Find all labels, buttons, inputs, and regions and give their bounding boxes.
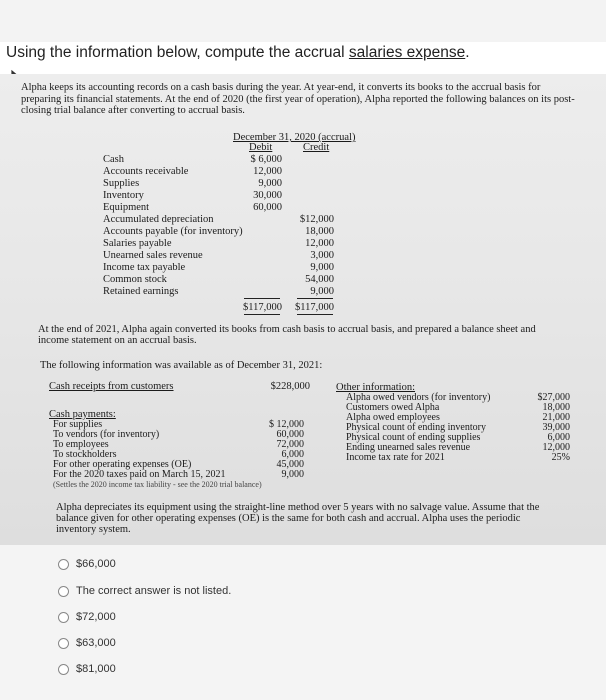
tb-credit: 3,000	[310, 250, 334, 261]
tb-account: Retained earnings	[103, 286, 179, 297]
other-info-label-item: Alpha owed employees	[346, 412, 440, 423]
debit-total-rule	[244, 298, 280, 299]
payment-label: For supplies	[53, 419, 103, 430]
trial-balance-header: December 31, 2020 (accrual)	[233, 132, 356, 143]
radio-button-icon[interactable]	[58, 638, 69, 649]
tb-account: Cash	[103, 154, 124, 165]
other-info-label-item: Physical count of ending inventory	[346, 422, 486, 433]
tb-account: Supplies	[103, 178, 140, 189]
other-info-value: 12,000	[542, 442, 570, 453]
tb-total-debit: $117,000	[243, 302, 282, 313]
other-info-label: Other information:	[336, 382, 416, 393]
answer-option[interactable]	[58, 607, 116, 627]
other-info-label-item: Customers owed Alpha	[346, 402, 440, 413]
payment-label: To employees	[53, 439, 109, 450]
payment-value: 72,000	[276, 439, 304, 450]
paragraph-available-info: The following information was available as of December 31, 2021:	[40, 360, 323, 371]
answer-label: $81,000	[76, 663, 116, 675]
radio-button-icon[interactable]	[58, 664, 69, 675]
other-info-label-item: Alpha owed vendors (for inventory)	[346, 392, 491, 403]
other-info-label-item: Income tax rate for 2021	[346, 452, 445, 463]
tb-debit: 12,000	[253, 166, 282, 177]
tb-account: Unearned sales revenue	[103, 250, 203, 261]
tb-debit: 9,000	[258, 178, 282, 189]
answer-label: $63,000	[76, 637, 116, 649]
payment-label: For the 2020 taxes paid on March 15, 2021	[53, 469, 226, 480]
answer-label: $66,000	[76, 558, 116, 570]
payment-label: For other operating expenses (OE)	[53, 459, 192, 470]
tb-account: Accounts payable (for inventory)	[103, 226, 243, 237]
tb-debit: 60,000	[253, 202, 282, 213]
tb-account: Equipment	[103, 202, 150, 213]
answer-options	[0, 545, 606, 700]
payment-value: 6,000	[281, 449, 304, 460]
payment-label: To stockholders	[53, 449, 117, 460]
credit-total-rule	[297, 298, 333, 299]
other-info-value: 18,000	[542, 402, 570, 413]
radio-button-icon[interactable]	[58, 559, 69, 570]
tb-credit: 9,000	[310, 262, 334, 273]
paragraph-2021: At the end of 2021, Alpha again converted its books from cash basis to accrual basis, and prepared a balance sheet and income statement on an accrual basis.	[38, 324, 536, 346]
tb-credit: 9,000	[310, 286, 334, 297]
intro-text: Alpha keeps its accounting records on a cash basis during the year. At year-end, it converts its books to the accrual basis for preparing its financial statements. At the end of 2020 (the first year of operation), Alpha reported the following balances on its post-closing trial balance after converting to accrual basis.	[21, 82, 575, 116]
cash-payments-label: Cash payments:	[49, 409, 116, 420]
tb-credit: 54,000	[305, 274, 334, 285]
salaries-expense-link[interactable]: salaries expense	[348, 44, 466, 61]
other-info-value: $27,000	[537, 392, 570, 403]
radio-button-icon[interactable]	[58, 586, 69, 597]
other-info-label-item: Ending unearned sales revenue	[346, 442, 471, 453]
answer-option[interactable]	[58, 659, 116, 679]
payment-value: 9,000	[281, 469, 304, 480]
question-title: Using the information below, compute the accrual salaries expense.	[6, 44, 470, 61]
payments-note: (Settles the 2020 income tax liability - see the 2020 trial balance)	[53, 480, 262, 489]
tb-credit: 18,000	[305, 226, 334, 237]
answer-option[interactable]	[58, 581, 231, 601]
payment-value: 60,000	[276, 429, 304, 440]
tb-account: Accounts receivable	[103, 166, 189, 177]
top-bar	[0, 0, 606, 42]
cash-receipts-label: Cash receipts from customers	[49, 381, 174, 392]
tb-debit: $ 6,000	[250, 154, 282, 165]
answer-option[interactable]	[58, 633, 116, 653]
credit-double-rule	[297, 314, 333, 315]
payment-value: 45,000	[276, 459, 304, 470]
other-info-value: 25%	[551, 452, 570, 463]
debit-double-rule	[244, 314, 280, 315]
tb-credit: $12,000	[299, 214, 334, 225]
other-info-value: 6,000	[547, 432, 570, 443]
tb-debit: 30,000	[253, 190, 282, 201]
other-info-value: 39,000	[542, 422, 570, 433]
payment-value: $ 12,000	[269, 419, 304, 430]
answer-label: The correct answer is not listed.	[76, 585, 232, 597]
answer-label: $72,000	[76, 611, 116, 623]
tb-account: Accumulated depreciation	[103, 214, 214, 225]
closing-note: Alpha depreciates its equipment using the straight-line method over 5 years with no salvage value. Assume that the balance given for other operating expenses (OE) is the same for both cash and accrual. Alpha uses the periodic inventory system.	[56, 502, 540, 535]
payment-label: To vendors (for inventory)	[53, 429, 160, 440]
tb-credit: 12,000	[305, 238, 334, 249]
credit-header: Credit	[303, 142, 330, 153]
debit-header: Debit	[249, 142, 273, 153]
tb-account: Income tax payable	[103, 262, 186, 273]
other-info-value: 21,000	[542, 412, 570, 423]
radio-button-icon[interactable]	[58, 612, 69, 623]
problem-image	[0, 74, 606, 545]
tb-total-credit: $117,000	[295, 302, 334, 313]
tb-account: Salaries payable	[103, 238, 172, 249]
other-info-label-item: Physical count of ending supplies	[346, 432, 481, 443]
tb-account: Common stock	[103, 274, 167, 285]
answer-option[interactable]	[58, 554, 116, 574]
cash-receipts-value: $228,000	[270, 381, 310, 392]
tb-account: Inventory	[103, 190, 144, 201]
